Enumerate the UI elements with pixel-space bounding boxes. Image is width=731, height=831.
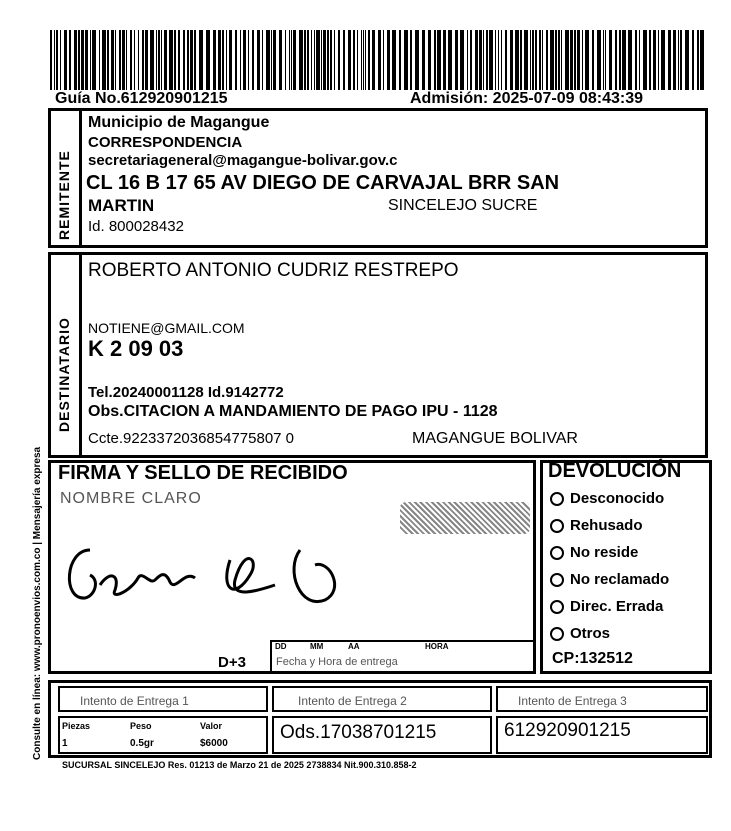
shipment-value: $6000 — [200, 738, 228, 749]
shipment-header-pieces: Piezas — [62, 721, 91, 731]
recipient-email: NOTIENE@GMAIL.COM — [88, 320, 245, 336]
sender-address: CL 16 B 17 65 AV DIEGO DE CARVAJAL BRR SAN — [86, 172, 560, 194]
recipient-label: DESTINATARIO — [56, 317, 72, 432]
shipment-header-weight: Peso — [130, 721, 152, 731]
receipt-stamp — [400, 502, 530, 534]
footer-text: SUCURSAL SINCELEJO Res. 01213 de Marzo 21 de 2025 2738834 Nit.900.310.858-2 — [62, 760, 417, 770]
radio-icon — [550, 573, 564, 587]
sender-address-cont: MARTIN — [88, 196, 155, 215]
signature-image — [60, 530, 360, 615]
date-caption: Fecha y Hora de entrega — [276, 656, 398, 668]
sender-name: Municipio de Magangue — [88, 114, 270, 131]
return-option-refused[interactable]: Rehusado — [550, 512, 669, 539]
delivery-code: D+3 — [218, 654, 246, 671]
attempt-1-label: Intento de Entrega 1 — [80, 694, 189, 708]
ods-number: Ods.17038701215 — [280, 722, 437, 743]
sender-label: REMITENTE — [56, 150, 72, 240]
guide-number-bottom: 612920901215 — [504, 720, 631, 741]
shipment-header-value: Valor — [200, 721, 223, 731]
return-option-unclaimed[interactable]: No reclamado — [550, 566, 669, 593]
receipt-title: FIRMA Y SELLO DE RECIBIDO — [58, 462, 348, 484]
sender-email: secretariageneral@magangue-bolivar.gov.c — [88, 152, 398, 169]
side-note: Consulte en línea: www.pronoenvios.com.co | Mensajería expresa — [32, 446, 43, 760]
attempt-2-label: Intento de Entrega 2 — [298, 694, 407, 708]
sender-id: Id. 800028432 — [88, 218, 184, 235]
radio-icon — [550, 600, 564, 614]
recipient-ccte: Ccte.9223372036854775807 0 — [88, 430, 295, 447]
sender-city: SINCELEJO SUCRE — [388, 197, 538, 214]
radio-icon — [550, 492, 564, 506]
shipment-weight: 0.5gr — [130, 738, 154, 749]
date-label-hora: HORA — [425, 642, 449, 651]
return-option-unknown[interactable]: Desconocido — [550, 485, 669, 512]
recipient-name: ROBERTO ANTONIO CUDRIZ RESTREPO — [88, 260, 459, 281]
date-label-dd: DD — [275, 642, 287, 651]
attempt-3-label: Intento de Entrega 3 — [518, 694, 627, 708]
guide-number: Guía No.612920901215 — [55, 90, 228, 107]
sender-category: CORRESPONDENCIA — [88, 134, 243, 151]
receipt-name-label: NOMBRE CLARO — [60, 490, 202, 507]
date-label-aa: AA — [348, 642, 360, 651]
barcode — [50, 30, 710, 90]
return-options — [550, 485, 669, 647]
return-postal-code: CP:132512 — [552, 650, 633, 667]
admission-datetime: Admisión: 2025-07-09 08:43:39 — [410, 90, 643, 107]
shipment-pieces: 1 — [62, 738, 68, 749]
return-title: DEVOLUCIÓN — [548, 460, 682, 482]
radio-icon — [550, 627, 564, 641]
radio-icon — [550, 519, 564, 533]
return-option-wrong-address[interactable]: Direc. Errada — [550, 593, 669, 620]
return-option-not-resident[interactable]: No reside — [550, 539, 669, 566]
recipient-observations: Obs.CITACION A MANDAMIENTO DE PAGO IPU - 1128 — [88, 403, 498, 420]
recipient-address: K 2 09 03 — [88, 336, 184, 361]
date-label-mm: MM — [310, 642, 324, 651]
recipient-phone-id: Tel.20240001128 Id.9142772 — [88, 384, 284, 401]
recipient-city: MAGANGUE BOLIVAR — [412, 430, 578, 447]
return-option-others[interactable]: Otros — [550, 620, 669, 647]
radio-icon — [550, 546, 564, 560]
